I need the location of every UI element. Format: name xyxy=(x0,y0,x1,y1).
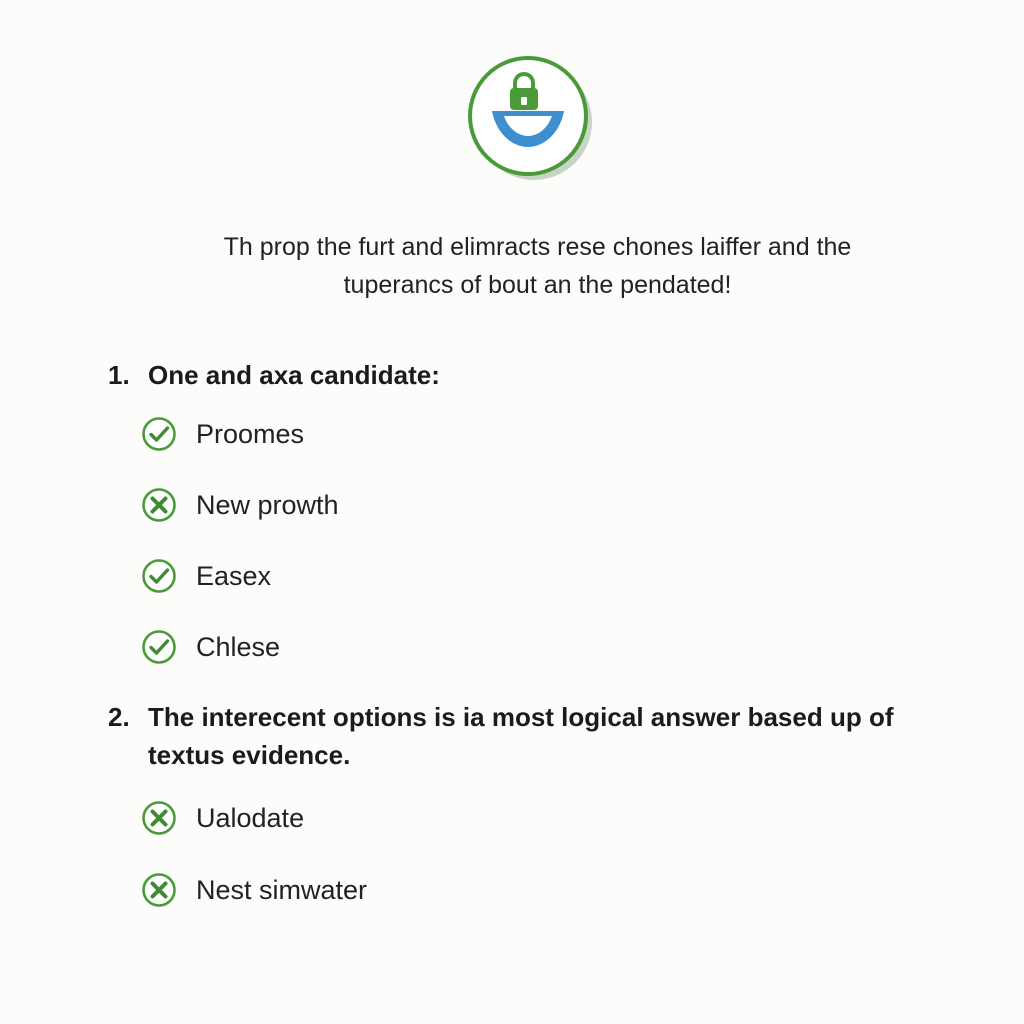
question-text-line-1: The interecent options is ia most logical answer based up of xyxy=(148,702,894,732)
question-text-line-2: textus evidence. xyxy=(148,740,351,770)
question-1 xyxy=(108,356,708,396)
option-chlese[interactable] xyxy=(141,629,541,667)
cross-circle-icon xyxy=(141,800,177,836)
option-label: Nest simwater xyxy=(196,875,368,905)
intro-line-2: tuperancs of bout an the pendated! xyxy=(343,271,732,299)
cross-circle-icon xyxy=(141,872,177,908)
intro-line-1: Th prop the furt and elimracts rese chones laiffer and the xyxy=(223,233,852,261)
option-label: Ualodate xyxy=(196,803,305,833)
question-2 xyxy=(108,698,988,778)
question-text: One and axa candidate: xyxy=(148,360,440,390)
question-number: 2. xyxy=(108,702,130,732)
option-label: New prowth xyxy=(196,490,339,520)
intro-text xyxy=(140,228,935,304)
bowl-with-lock-logo-icon xyxy=(464,54,596,186)
cross-circle-icon xyxy=(141,487,177,523)
question-number: 1. xyxy=(108,360,130,390)
option-label: Easex xyxy=(196,561,272,591)
option-easex[interactable] xyxy=(141,558,541,596)
option-label: Chlese xyxy=(196,632,281,662)
logo xyxy=(464,54,596,186)
option-new-prowth[interactable] xyxy=(141,487,541,525)
option-nest-simwater[interactable] xyxy=(141,872,541,910)
check-circle-icon xyxy=(141,558,177,594)
check-circle-icon xyxy=(141,629,177,665)
option-proomes[interactable] xyxy=(141,416,541,454)
option-ualodate[interactable] xyxy=(141,800,541,838)
option-label: Proomes xyxy=(196,419,305,449)
check-circle-icon xyxy=(141,416,177,452)
